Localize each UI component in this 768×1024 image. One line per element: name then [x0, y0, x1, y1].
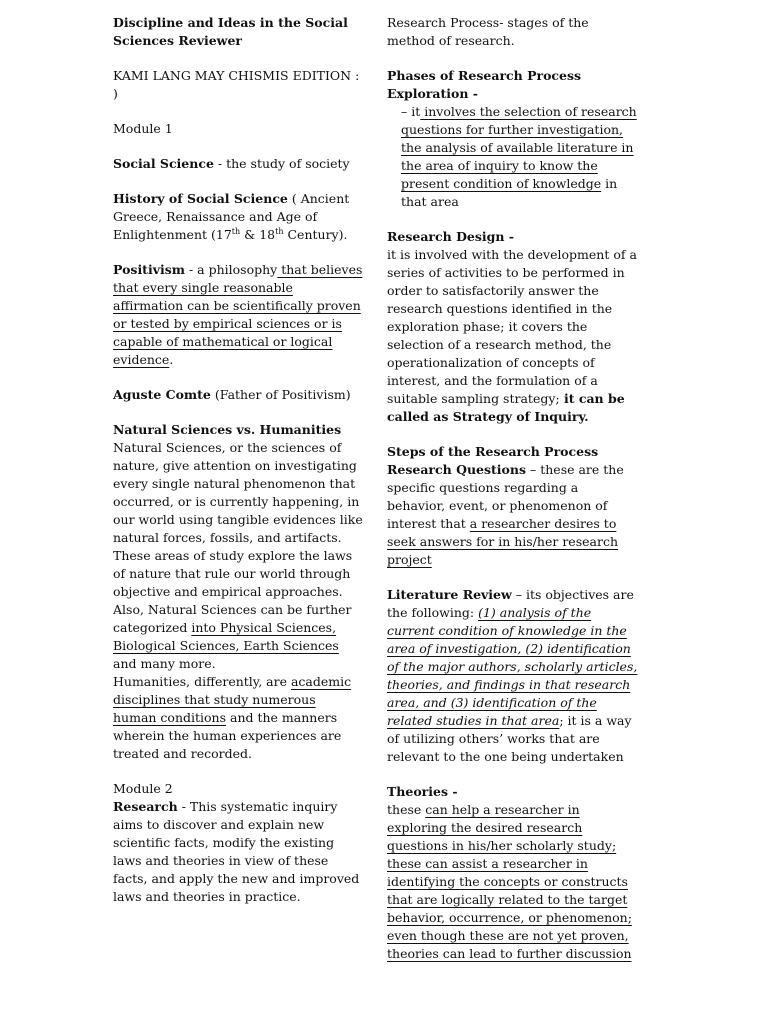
- natsci-body-1-end: and many more.: [113, 656, 216, 671]
- natsci-heading: [113, 421, 363, 439]
- research-term: Research: [113, 799, 178, 814]
- phases-heading-text: Phases of Research Process: [387, 68, 582, 83]
- exploration-heading: [387, 85, 639, 103]
- design-bold-end: it can be called as Strategy of Inquiry.: [387, 391, 625, 424]
- history-def-b: & 18: [240, 227, 276, 242]
- rq-term: Research Questions: [387, 462, 527, 477]
- lit-review-term: Literature Review: [387, 587, 512, 602]
- history-def-c: Century).: [283, 227, 348, 242]
- design-body-text: it is involved with the development of a series of activities to be performed in order to satisfactorily answer the research questions identified in the exploration phase; it covers the selection of a research method, the operationalization of concepts of interest, and the formulation of a suitable sampling strategy;: [387, 247, 637, 406]
- history-def-a: ( Ancient Greece, Renaissance and Age of Enlightenment (17: [113, 191, 350, 242]
- positivism-underlined: that believes that every single reasonable affirmation can be scientifically proven or tested by empirical sciences or is capable of mathematical or logical evidence: [113, 262, 363, 367]
- left-column: [113, 14, 363, 923]
- exploration-pre: – it: [401, 104, 421, 119]
- module-2-label: Module 2: [113, 781, 173, 796]
- positivism-post: .: [169, 352, 174, 367]
- theories-term: Theories -: [387, 784, 458, 799]
- social-science-entry: [113, 155, 363, 173]
- right-column: [387, 14, 639, 980]
- humanities-body-1: Humanities, differently, are: [113, 674, 291, 689]
- comte-entry: [113, 386, 363, 404]
- lit-review-italic: (1) analysis of the current condition of knowledge in the area of investigation, (2) identification of the major authors, scholarly articles, theories, and findings in that research area, and (3) identification of the related studies in that area: [387, 605, 638, 728]
- research-questions-entry: [387, 461, 639, 569]
- positivism-pre: - a philosophy: [185, 262, 278, 277]
- exploration-body: [387, 103, 639, 211]
- social-science-term: Social Science: [113, 156, 214, 171]
- research-def: - This systematic inquiry aims to discover and explain new scientific facts, modify the existing laws and theories in view of these facts, and apply the new and improved laws and theories in practice.: [113, 799, 360, 904]
- natsci-body-1-underlined: into Physical Sciences, Biological Sciences, Earth Sciences: [113, 620, 339, 653]
- social-science-def: - the study of society: [213, 156, 350, 171]
- edition-line: KAMI LANG MAY CHISMIS EDITION : ): [113, 68, 360, 101]
- steps-heading: [387, 443, 639, 461]
- exploration-underlined: involves the selection of research questions for further investigation, the analysis of available literature in the area of inquiry to know the present condition of knowledge: [401, 104, 637, 191]
- positivism-term: Positivism: [113, 262, 185, 277]
- design-term: Research Design -: [387, 229, 515, 244]
- history-sup-1: th: [231, 226, 241, 236]
- natsci-body: [113, 439, 363, 673]
- research-entry: [113, 798, 363, 906]
- comte-term: Aguste Comte: [113, 387, 211, 402]
- research-process-intro: Research Process- stages of the method of research.: [387, 15, 589, 48]
- theories-pre: these: [387, 802, 426, 817]
- humanities-underlined: academic disciplines that study numerous human conditions: [113, 674, 352, 725]
- module-1-label: Module 1: [113, 121, 173, 136]
- history-term: History of Social Science: [113, 191, 288, 206]
- exploration-term: Exploration -: [387, 86, 478, 101]
- comte-def: (Father of Positivism): [210, 387, 351, 402]
- natsci-body-1: Natural Sciences, or the sciences of nature, give attention on investigating every single natural phenomenon that occurred, or is currently happening, in our world using tangible evidences like natural forces, fossils, and artifacts. These areas of study explore the laws of nature that rule our world through objective and empirical approaches. Also, Natural Sciences can be further categorized: [113, 440, 363, 635]
- phases-heading: [387, 67, 639, 85]
- rq-underlined: a researcher desires to seek answers for in his/her research project: [387, 516, 618, 567]
- humanities-body-end: and the manners wherein the human experiences are treated and recorded.: [113, 710, 342, 761]
- document-title: Discipline and Ideas in the Social Sciences Reviewer: [113, 15, 348, 48]
- natsci-heading-text: Natural Sciences vs. Humanities: [113, 422, 342, 437]
- humanities-body: [113, 673, 363, 763]
- lit-review-post: ; it is a way of utilizing others’ works that are relevant to the one being undertaken: [387, 713, 632, 764]
- theories-underlined: can help a researcher in exploring the desired research questions in his/her scholarly study; these can assist a researcher in identifying the concepts or constructs that are logically related to the target behavior, occurrence, or phenomenon; even though these are not yet proven, theories can lead to further discussion: [387, 802, 632, 961]
- history-sup-2: th: [275, 226, 284, 236]
- theories-heading: [387, 783, 639, 801]
- exploration-post: in that area: [401, 176, 618, 209]
- rq-def: – these are the specific questions regarding a behavior, event, or phenomenon of interest that: [387, 462, 624, 531]
- positivism-entry: [113, 261, 363, 369]
- lit-review-pre: – its objectives are the following:: [387, 587, 634, 620]
- design-body: [387, 246, 639, 426]
- design-heading: [387, 228, 639, 246]
- steps-heading-text: Steps of the Research Process: [387, 444, 599, 459]
- history-entry: [113, 190, 363, 244]
- theories-body: [387, 801, 639, 963]
- literature-review-entry: [387, 586, 639, 766]
